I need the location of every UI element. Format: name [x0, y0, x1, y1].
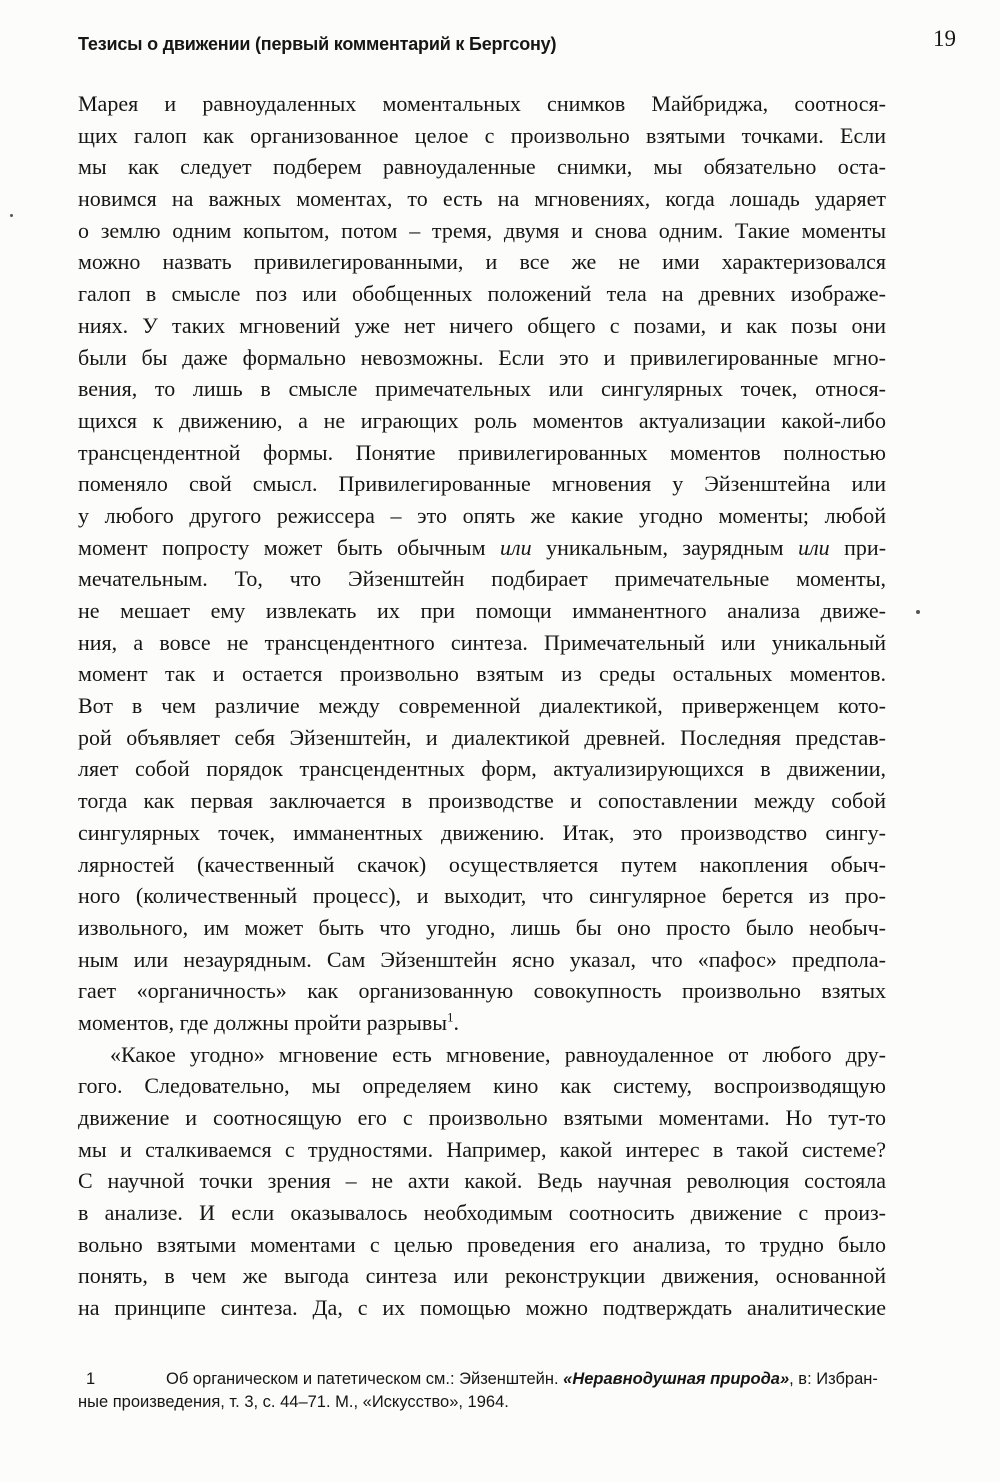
footnote-reference[interactable]: 1: [447, 1009, 454, 1025]
text-line: вения, то лишь в смысле примечательных или сингулярных точек, относя-: [78, 376, 886, 402]
text-line: мы и сталкиваемся с трудностями. Например, какой интерес в такой системе?: [78, 1136, 886, 1162]
text-span: моментов, где должны пройти разрывы: [78, 1009, 448, 1035]
paragraph-2: [78, 1039, 886, 1324]
text-line: лярностей (качественный скачок) осуществляется путем накопления обыч-: [78, 851, 886, 877]
text-line: были бы даже формально невозможны. Если это и привилегированные мгно-: [78, 344, 886, 370]
text-line: на принципе синтеза. Да, с их помощью можно подтверждать аналитические: [78, 1295, 886, 1321]
text-line: не мешает ему извлекать их при помощи имманентного анализа движе-: [78, 598, 886, 623]
text-line: новимся на важных моментах, то есть на мгновениях, когда лошадь ударяет: [78, 186, 886, 212]
text-line: рой объявляет себя Эйзенштейн, и диалектикой древней. Последняя представ-: [78, 724, 886, 750]
text-line: в анализе. И если оказывалось необходимым соотносить движение с произ-: [78, 1200, 886, 1226]
text-line-final: [78, 1007, 886, 1039]
text-line: понять, в чем же выгода синтеза или реконструкции движения, основанной: [78, 1263, 886, 1289]
scan-speck: [916, 610, 920, 614]
text-line: о землю одним копытом, потом – тремя, двумя и снова одним. Такие моменты: [78, 217, 886, 243]
text-line: щих галоп как организованное целое с произвольно взятыми точками. Если: [78, 122, 886, 148]
running-title: Тезисы о движении (первый комментарий к Бергсону): [78, 34, 557, 54]
text-line: сингулярных точек, имманентных движению. Итак, это производство сингу-: [78, 819, 886, 845]
text-line: ния, а вовсе не трансцендентного синтеза. Примечательный или уникальный: [78, 629, 886, 655]
text-line: у любого другого режиссера – это опять же какие угодно моменты; любой: [78, 502, 886, 528]
text-line-with-emphasis: [78, 532, 886, 564]
emphasis: или: [500, 534, 532, 560]
text-line: извольного, им может быть что угодно, лишь бы оно просто было необыч-: [78, 914, 886, 940]
footnote: [78, 1368, 966, 1414]
emphasis: или: [798, 534, 830, 560]
text-span: уникальным, заурядным: [531, 534, 799, 560]
footnote-text: Об органическом и патетическом см.: Эйзенштейн.: [166, 1370, 564, 1388]
text-line: момент так и остается произвольно взятым из среды остальных моментов.: [78, 661, 886, 687]
text-line: тогда как первая заключается в производстве и сопоставлении между собой: [78, 788, 886, 814]
text-line: движение и соотносящую его с произвольно взятыми моментами. Но тут-то: [78, 1105, 886, 1130]
footnote-title: «Неравнодушная природа»: [563, 1370, 790, 1388]
text-span: момент попросту может быть обычным: [78, 534, 501, 560]
scan-speck: [10, 214, 13, 217]
text-span: .: [453, 1009, 460, 1035]
text-line: Вот в чем различие между современной диалектикой, приверженцем кото-: [78, 693, 886, 719]
footnote-text: , в: Избран-: [789, 1370, 878, 1388]
text-line: С научной точки зрения – не ахти какой. Ведь научная революция состояла: [78, 1168, 886, 1194]
text-line: мечательным. То, что Эйзенштейн подбирает примечательные моменты,: [78, 566, 886, 592]
text-line: галоп в смысле поз или обобщенных положений тела на древних изображе-: [78, 281, 886, 307]
footnote-line: ные произведения, т. 3, с. 44–71. М., «Искусство», 1964.: [78, 1393, 509, 1411]
text-line: Марея и равноудаленных моментальных снимков Майбриджа, соотнося-: [78, 91, 886, 116]
paragraph-1: [78, 88, 886, 1039]
text-line: ным или незаурядным. Сам Эйзенштейн ясно указал, что «пафос» предпола-: [78, 946, 886, 972]
text-line: гает «органичность» как организованную совокупность произвольно взятых: [78, 978, 886, 1004]
text-line: «Какое угодно» мгновение есть мгновение, равноудаленное от любого дру-: [110, 1041, 886, 1067]
text-line: вольно взятыми моментами с целью проведения его анализа, то трудно было: [78, 1231, 886, 1257]
page-number: 19: [933, 26, 956, 51]
text-line: можно назвать привилегированными, и все же не ими характеризовался: [78, 249, 886, 275]
text-line: ного (количественный процесс), и выходит, что сингулярное берется из про-: [78, 883, 886, 909]
text-line: гого. Следовательно, мы определяем кино как систему, воспроизводящую: [78, 1073, 886, 1099]
text-line: ляет собой порядок трансцендентных форм, актуализирующихся в движении,: [78, 756, 886, 782]
text-line: мы как следует подберем равноудаленные снимки, мы обязательно оста-: [78, 154, 886, 180]
footnote-number: 1: [86, 1370, 96, 1388]
text-span: при-: [829, 534, 887, 560]
text-line: поменяло свой смысл. Привилегированные мгновения у Эйзенштейна или: [78, 471, 886, 497]
text-line: трансцендентной формы. Понятие привилегированных моментов полностью: [78, 439, 886, 465]
footnote-line: [78, 1368, 966, 1391]
text-line: ниях. У таких мгновений уже нет ничего общего с позами, и как позы они: [78, 312, 886, 338]
text-line: щихся к движению, а не играющих роль моментов актуализации какой-либо: [78, 407, 886, 433]
body-text: [78, 88, 886, 1324]
